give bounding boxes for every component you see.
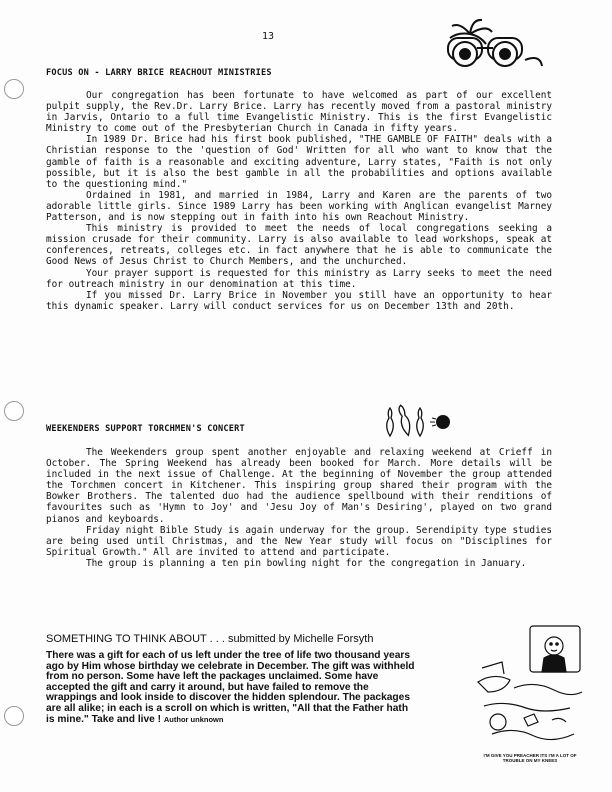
section-heading-weekenders: WEEKENDERS SUPPORT TORCHMEN'S CONCERT xyxy=(46,424,245,434)
section-heading-think: SOMETHING TO THINK ABOUT . . . submitted by Michelle Forsyth xyxy=(46,633,374,645)
paragraph: The Weekenders group spent another enjoyable and relaxing weekend at Crieff in October. The Spring Weekend has already been booked for March. More details will be included in the next issue of Challenge. At the beginning of November the group attended the Torchmen concert in Kitchener. This inspiring group shared their program with the Bowker Brothers. The talented duo had the audience spellbound with their renditions of favourites such as 'Hymn to Joy' and 'Jesu Joy of Man's Desiring', played on two grand pianos and keyboards. xyxy=(46,447,552,525)
bowling-illustration xyxy=(380,402,460,438)
paragraph: If you missed Dr. Larry Brice in November you still have an opportunity to hear this dynamic speaker. Larry will conduct services for us on December 13th and 20th. xyxy=(46,289,552,312)
paragraph: The group is planning a ten pin bowling night for the congregation in January. xyxy=(86,557,527,569)
page-number: 13 xyxy=(262,31,275,42)
preacher-cartoon-illustration xyxy=(474,622,588,752)
cartoon-caption: I'M GIVE YOU PREACHER ITS I'M A LOT OF TROUBLE ON MY KNEES xyxy=(483,753,577,763)
punch-hole-bottom xyxy=(4,706,24,726)
punch-hole-top xyxy=(4,79,24,99)
paragraph: This ministry is provided to meet the needs of local congregations seeking a mission crusade for their community. Larry is also available to lead workshops, speak at conferences, retreats, colleges etc. in fact anywhere that he is able to communicate the Good News of Jesus Christ to Church Members, and the unchurched. xyxy=(46,223,552,268)
punch-hole-middle xyxy=(4,401,24,421)
paragraph: Friday night Bible Study is again underway for the group. Serendipity type studies are being used until Christmas, and the New Year study will focus on "Disciplines for Spiritual Growth." All are invited to attend and participate. xyxy=(46,524,552,558)
paragraph: Your prayer support is requested for this ministry as Larry seeks to meet the need for outreach ministry in our denomination at this time. xyxy=(46,267,552,290)
think-article xyxy=(46,651,418,725)
focus-article xyxy=(46,90,552,312)
paragraph: In 1989 Dr. Brice had his first book published, "THE GAMBLE OF FAITH" deals with a Christian response to the 'question of God' Written for all who want to know that the gamble of faith is a reasonable and exciting adventure, Larry states, "Faith is not only possible, but it is also the best gamble in all the probabilities and options available to the questioning mind." xyxy=(46,134,552,190)
think-text: There was a gift for each of us left under the tree of life two thousand years ago by Him whose birthday we celebrate in December. The gift was withheld from no person. Some have left the packages unclaimed. Some have accepted the gift and carry it around, but have failed to remove the wrappings and look inside to discover the hidden splendour. The packages are all alike; in each is a scroll on which is written, "All that the Father hath is mine." Take and live ! xyxy=(46,650,415,725)
binoculars-illustration xyxy=(430,14,560,76)
section-heading-focus: FOCUS ON - LARRY BRICE REACHOUT MINISTRIES xyxy=(46,68,272,78)
author-credit: Author unknown xyxy=(163,714,224,724)
weekenders-article xyxy=(46,447,552,569)
paragraph: Ordained in 1981, and married in 1984, Larry and Karen are the parents of two adorable little girls. Since 1989 Larry has been working with Anglican evangelist Marney Patterson, and is now stepping out in faith into his own Reachout Ministry. xyxy=(46,189,552,224)
paragraph: Our congregation has been fortunate to have welcomed as part of our excellent pulpit supply, the Rev.Dr. Larry Brice. Larry has recently moved from a pastoral ministry in Jarvis, Ontario to a full time Evangelistic Ministry. This is the first Evangelistic Ministry to come out of the Presbyterian Church in Canada in fifty years. xyxy=(46,90,552,135)
